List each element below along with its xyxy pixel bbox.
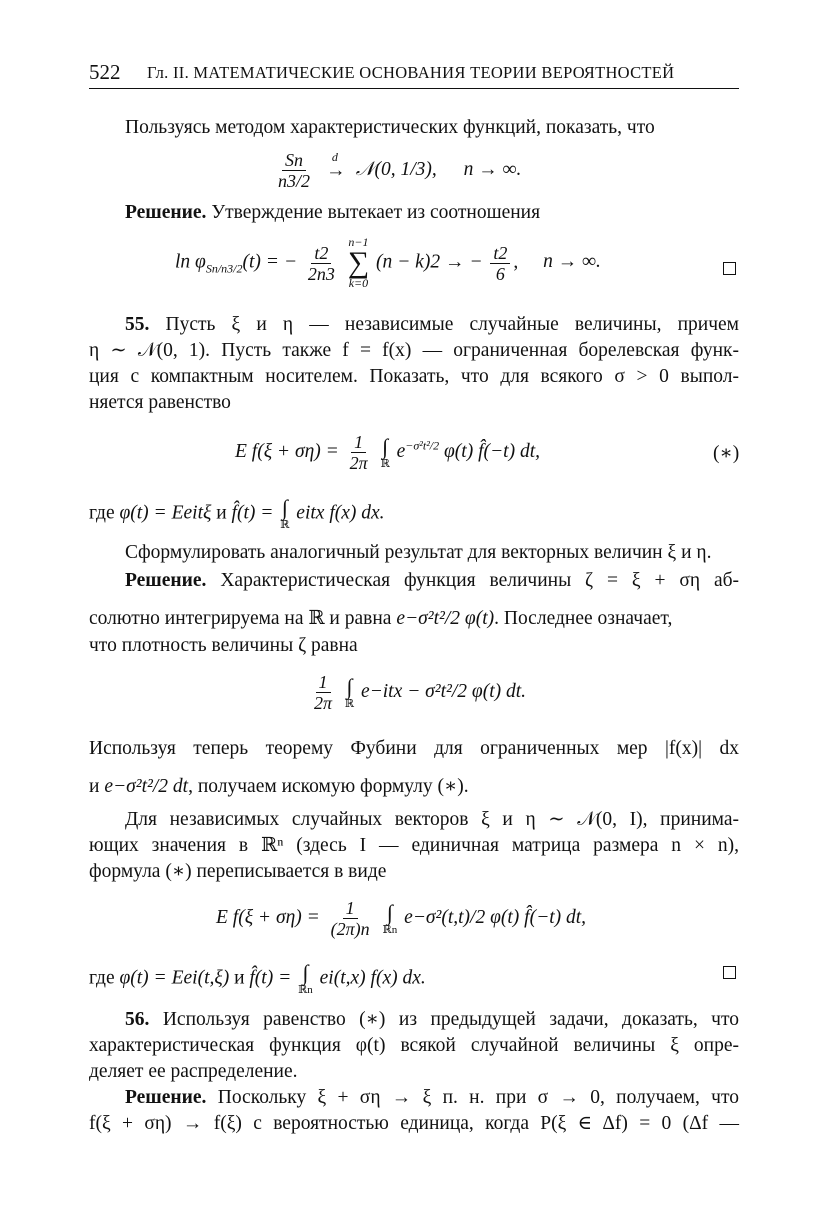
integral-sign: ∫ ℝn: [382, 899, 398, 936]
fubini-line1: Используя теперь теорему Фубини для ограниченных мер |f(x)| dx: [89, 738, 739, 759]
solution-text: Утверждение вытекает из соотношения: [211, 202, 541, 223]
fraction-numerator: 1: [343, 898, 358, 919]
qed-box: [723, 966, 736, 979]
solution-label: Решение.: [125, 1087, 207, 1108]
formula-body: φ(t) f̂(−t) dt,: [444, 440, 540, 462]
formula-lhs: ln φ: [175, 251, 206, 273]
and-word: и: [89, 776, 100, 797]
formula-rhs: 𝒩(0, 1/3),: [355, 158, 437, 180]
problem-56-line2: характеристическая функция φ(t) всякой случайной величины ξ опре-: [89, 1035, 739, 1056]
fubini-text: , получаем искомую формулу (∗).: [188, 776, 469, 797]
page-number: 522: [89, 60, 121, 84]
vector-line2: ющих значения в ℝⁿ (здесь I — единичная матрица размера n × n),: [89, 835, 739, 856]
problem-56-line3: деляет ее распределение.: [89, 1061, 298, 1082]
fraction-numerator: 1: [351, 432, 366, 453]
charfunc-def: φ(t) = Eei(t,ξ): [119, 967, 230, 989]
solution-label: Решение.: [125, 570, 207, 591]
formula-log-charfunc: $\ln \varphi_{Sn/n3/2}(t)$ = − $\frac{t2}{2n3}$ n−1 ∑ k=0 (n − k)2 → − $\frac{t2}{6}$ , n → ∞.: [175, 235, 601, 290]
problem-number: 55.: [125, 314, 150, 335]
integral-domain: ℝn: [298, 984, 313, 996]
formula-convergence: [272, 150, 521, 191]
integral-domain: ℝ: [344, 697, 355, 710]
and-word: и: [216, 502, 227, 524]
problem-number: 56.: [125, 1009, 150, 1030]
formula-body: ei(t,x) f(x) dx.: [319, 967, 426, 989]
fraction-denominator: n3/2: [278, 171, 311, 191]
solution-55-line3: что плотность величины ζ равна: [89, 635, 358, 656]
formula-fraction: [275, 150, 313, 191]
formula-body: eitx f(x) dx.: [296, 502, 385, 524]
integral-sign: ∫ ℝn: [298, 960, 313, 996]
fraction-numerator: t2: [490, 243, 510, 264]
running-title: Гл. II. МАТЕМАТИЧЕСКИЕ ОСНОВАНИЯ ТЕОРИИ ВЕРОЯТНОСТЕЙ: [147, 63, 675, 82]
problem-56-line1: [125, 1008, 739, 1032]
arrow-label: d: [331, 149, 338, 164]
vector-line3: формула (∗) переписывается в виде: [89, 861, 387, 882]
fraction-numerator: 1: [316, 672, 331, 693]
solution-55-line1: [125, 569, 739, 593]
solution-56-line2: f(ξ + ση) → f(ξ) с вероятностью единица, когда P(ξ ∈ Δf) = 0 (Δf —: [89, 1113, 739, 1134]
charfunc-def: φ(t) = Eeitξ: [119, 502, 212, 524]
integral-domain: ℝ: [280, 519, 290, 531]
qed-box: [723, 262, 736, 275]
problem-55-line4: няется равенство: [89, 392, 231, 413]
fraction-numerator: Sn: [282, 150, 306, 171]
formula-fraction: [490, 243, 510, 284]
exponent: −σ²t²/2: [405, 438, 440, 453]
formula-body: e−σ²(t,t)/2 φ(t) f̂(−t) dt,: [404, 906, 587, 928]
problem-55-line3: ция с компактным носителем. Показать, что для всякого σ > 0 выпол-: [89, 366, 739, 387]
integral-domain: ℝ: [380, 457, 390, 470]
fourier-def: f̂(t) =: [231, 502, 274, 524]
solution-intro: [125, 201, 540, 225]
where-line-2: [89, 962, 426, 996]
formula-fraction: [328, 898, 373, 939]
solution-56-line1: [125, 1086, 739, 1110]
solution-text: солютно интегрируема на ℝ и равна: [89, 608, 392, 629]
formula-inline: e−σ²t²/2 φ(t): [396, 608, 495, 629]
integral-sign: ∫ ℝ: [280, 495, 290, 531]
where-word: где: [89, 502, 115, 524]
formula-limit: n → ∞.: [463, 158, 522, 180]
formula-density: [308, 672, 526, 713]
fraction-denominator: (2π)n: [330, 919, 370, 939]
where-line-1: [89, 497, 385, 531]
formula-limit: n → ∞.: [543, 251, 601, 273]
intro-line: Пользуясь методом характеристических функций, показать, что: [125, 117, 655, 138]
solution-label: Решение.: [125, 202, 207, 223]
integral-domain: ℝn: [382, 923, 398, 936]
fraction-denominator: 2n3: [307, 263, 335, 284]
fraction-numerator: t2: [311, 243, 331, 264]
fourier-def: f̂(t) =: [249, 967, 292, 989]
fraction-denominator: 2π: [314, 693, 333, 713]
problem-text: Пусть ξ и η — независимые случайные величины, причем: [165, 314, 740, 335]
solution-55-line2: [89, 607, 739, 631]
formula-lhs: E f(ξ + ση) =: [235, 440, 339, 462]
formula-vector: [216, 898, 586, 939]
problem-55-line1: [125, 313, 739, 337]
equation-tag: (∗): [713, 443, 740, 464]
problem-text: Используя равенство (∗) из предыдущей задачи, доказать, что: [162, 1009, 739, 1030]
solution-text: . Последнее означает,: [494, 608, 673, 629]
sum-lower-limit: k=0: [348, 276, 369, 290]
running-header: [89, 58, 739, 89]
formula-star: E f(ξ + ση) = $\frac{1}{2\pi}$ ∫ ℝ $e^{-\sigma^2t^2/2}$ φ(t) f̂(−t) dt,: [235, 432, 540, 473]
where-word: где: [89, 967, 115, 989]
problem-55-line2: η ∼ 𝒩(0, 1). Пусть также f = f(x) — ограниченная борелевская функ-: [89, 340, 739, 361]
solution-text: Поскольку ξ + ση → ξ п. н. при σ → 0, получаем, что: [217, 1087, 740, 1108]
formula-arg: (t) = −: [242, 251, 297, 273]
distribution-arrow: d →: [321, 159, 351, 183]
fubini-line2: [89, 775, 469, 799]
integral-sign: ∫ ℝ: [380, 433, 390, 470]
formula-fraction: [305, 243, 338, 284]
sum-operator: n−1 ∑ k=0: [347, 235, 370, 290]
sum-upper-limit: n−1: [348, 235, 369, 249]
integral-sign: ∫ ℝ: [344, 673, 355, 710]
formulate-line: Сформулировать аналогичный результат для векторных величин ξ и η.: [125, 542, 712, 563]
formula-fraction: [311, 672, 335, 713]
formula-lhs: E f(ξ + ση) =: [216, 906, 320, 928]
formula-body: (n − k)2 → −: [376, 251, 483, 273]
fraction-denominator: 6: [495, 263, 505, 284]
vector-line1: Для независимых случайных векторов ξ и η ∼ 𝒩(0, I), принима-: [125, 809, 739, 830]
solution-text: Характеристическая функция величины ζ = ξ + ση аб-: [220, 570, 740, 591]
and-word: и: [234, 967, 245, 989]
formula-subscript: Sn/n3/2: [205, 261, 243, 276]
formula-fraction: [347, 432, 371, 473]
formula-body: e−itx − σ²t²/2 φ(t) dt.: [360, 680, 527, 702]
formula-inline: e−σ²t²/2 dt: [104, 776, 189, 797]
fraction-denominator: 2π: [349, 453, 368, 473]
